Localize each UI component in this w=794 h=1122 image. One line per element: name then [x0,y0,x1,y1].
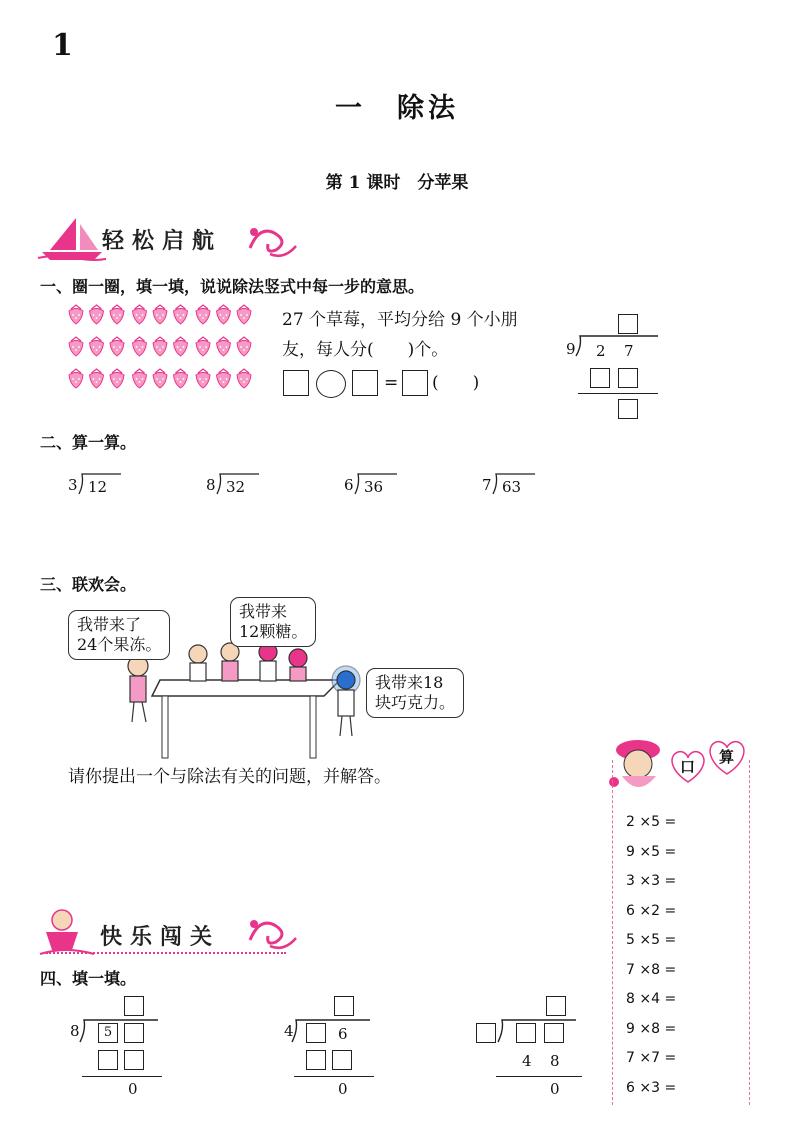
strawberry-icon[interactable] [110,337,124,356]
answer-box-quotient[interactable] [402,370,428,396]
sailboat-icon [36,214,106,262]
strawberry-icon[interactable] [217,369,231,388]
q4p2-dividend-given: 6 [338,1025,348,1043]
q4p2-divisor: 4 [284,1022,294,1040]
strawberry-icon[interactable] [196,369,210,388]
strawberry-icon[interactable] [110,305,124,324]
strawberry-icon[interactable] [217,305,231,324]
q4p1-remainder: 0 [128,1080,138,1098]
lesson-title: 第 1 课时 分苹果 [325,173,469,193]
strawberry-icon[interactable] [153,369,167,388]
q4p1-divisor: 8 [70,1022,80,1040]
oral-calc-item: 9 ×5 = [626,843,677,860]
question-4-title: 四、填一填。 [40,969,137,988]
strawberry-icon[interactable] [174,305,188,324]
strawberry-icon[interactable] [153,305,167,324]
q4p2-dividend-box[interactable] [306,1023,326,1043]
product-box-2[interactable] [618,368,638,388]
quotient-box[interactable] [618,314,638,334]
answer-box-dividend[interactable] [283,370,309,396]
answer-box-divisor[interactable] [352,370,378,396]
oral-calc-item: 9 ×8 = [626,1020,677,1037]
page-number: 1 [52,28,73,63]
banner-relax [36,214,296,262]
q2-dividend: 32 [226,478,246,496]
heart-label-oral: 口 [680,758,696,776]
q4p1-subtraction-line [82,1076,162,1077]
strawberry-icon[interactable] [90,369,104,388]
question-2-title: 二、算一算。 [40,433,137,452]
strawberry-icon[interactable] [69,369,83,388]
q2-divisor: 3 [68,476,78,494]
q2-dividend: 36 [364,478,384,496]
subtraction-line [578,393,658,394]
q4p1-dividend-given: 5 [98,1023,118,1043]
strawberry-icon[interactable] [110,369,124,388]
child-figure [128,656,148,722]
q2-divisor: 7 [482,476,492,494]
q4p2-quotient-box[interactable] [334,996,354,1016]
q4p2-product-box-2[interactable] [332,1050,352,1070]
strawberry-icon[interactable] [90,337,104,356]
q4p3-subtraction-line [496,1076,582,1077]
q4p1-quotient-box[interactable] [124,996,144,1016]
dividend-digit-2: 7 [624,342,634,360]
question-3-title: 三、联欢会。 [40,575,137,594]
division-divisor: 9 [566,340,576,358]
q4p1-product-box-1[interactable] [98,1050,118,1070]
strawberry-icon[interactable] [237,305,251,324]
banner-relax-text: 轻松启航 [102,228,223,254]
question-1-line-1: 27 个草莓，平均分给 9 个小朋 [282,310,518,330]
q4p2-product-box-1[interactable] [306,1050,326,1070]
q4p1-dividend-box[interactable] [124,1023,144,1043]
strawberry-icon[interactable] [90,305,104,324]
q2-divisor: 6 [344,476,354,494]
oral-calc-item: 6 ×2 = [626,902,677,919]
q4p3-dividend-box-2[interactable] [544,1023,564,1043]
strawberry-icon[interactable] [133,369,147,388]
q4p3-product-digit-1: 4 [522,1052,532,1070]
strawberry-icon[interactable] [196,305,210,324]
strawberry-icon[interactable] [133,305,147,324]
q4p3-divisor-box[interactable] [476,1023,496,1043]
oral-calc-item: 7 ×8 = [626,961,677,978]
strawberry-icon[interactable] [237,369,251,388]
q4p2-subtraction-line [294,1076,374,1077]
q2-divisor: 8 [206,476,216,494]
dividend-digit-1: 2 [596,342,606,360]
q2-dividend: 63 [502,478,522,496]
operator-circle[interactable] [316,370,346,398]
strawberry-icon[interactable] [174,337,188,356]
q2-dividend: 12 [88,478,108,496]
speech-bubble-candy: 我带来 12颗糖。 [230,597,316,647]
strawberry-icon[interactable] [217,337,231,356]
q4p2-remainder: 0 [338,1080,348,1098]
division-bracket [574,334,664,358]
strawberry-icon[interactable] [133,337,147,356]
oral-calc-item: 6 ×3 = [626,1079,677,1096]
question-1-line-2: 友，每人分( )个。 [282,340,449,360]
strawberry-icon[interactable] [196,337,210,356]
q4p3-dividend-box-1[interactable] [516,1023,536,1043]
oral-calc-item: 2 ×5 = [626,814,677,830]
q4p2-bracket [290,1018,374,1044]
child-mascot-icon [36,906,96,958]
q4p3-product-digit-2: 8 [550,1052,560,1070]
q4p1-bracket [78,1018,162,1044]
oral-calc-item: 8 ×4 = [626,991,677,1007]
heart-label-calc: 算 [719,748,735,766]
strawberry-icon[interactable] [237,337,251,356]
question-3-prompt: 请你提出一个与除法有关的问题，并解答。 [68,767,391,787]
oral-calc-item: 7 ×7 = [626,1050,677,1066]
strawberry-icon[interactable] [153,337,167,356]
strawberry-icon[interactable] [174,369,188,388]
product-box-1[interactable] [590,368,610,388]
q4p3-remainder: 0 [550,1080,560,1098]
remainder-box[interactable] [618,399,638,419]
chapter-title: 一 除法 [335,93,459,124]
banner-happy [36,906,296,958]
strawberry-grid [66,302,266,392]
strawberry-icon[interactable] [69,305,83,324]
unit-parentheses[interactable]: ( ) [432,373,480,393]
strawberry-icon[interactable] [69,337,83,356]
oral-calc-item: 5 ×5 = [626,932,677,948]
q4p1-product-box-2[interactable] [124,1050,144,1070]
equals-sign: = [384,373,399,393]
speech-bubble-jelly: 我带来了 24个果冻。 [68,610,170,660]
banner-happy-text: 快乐闯关 [100,924,221,950]
swirl-ornament-icon [240,220,300,260]
swirl-ornament-icon [240,910,300,954]
q4p3-quotient-box[interactable] [546,996,566,1016]
question-1-title: 一、圈一圈，填一填，说说除法竖式中每一步的意思。 [40,277,425,296]
speech-bubble-chocolate: 我带来18 块巧克力。 [366,668,464,718]
banner-underline [46,952,286,954]
oral-calc-item: 3 ×3 = [626,873,677,889]
q4p3-bracket [496,1018,580,1044]
